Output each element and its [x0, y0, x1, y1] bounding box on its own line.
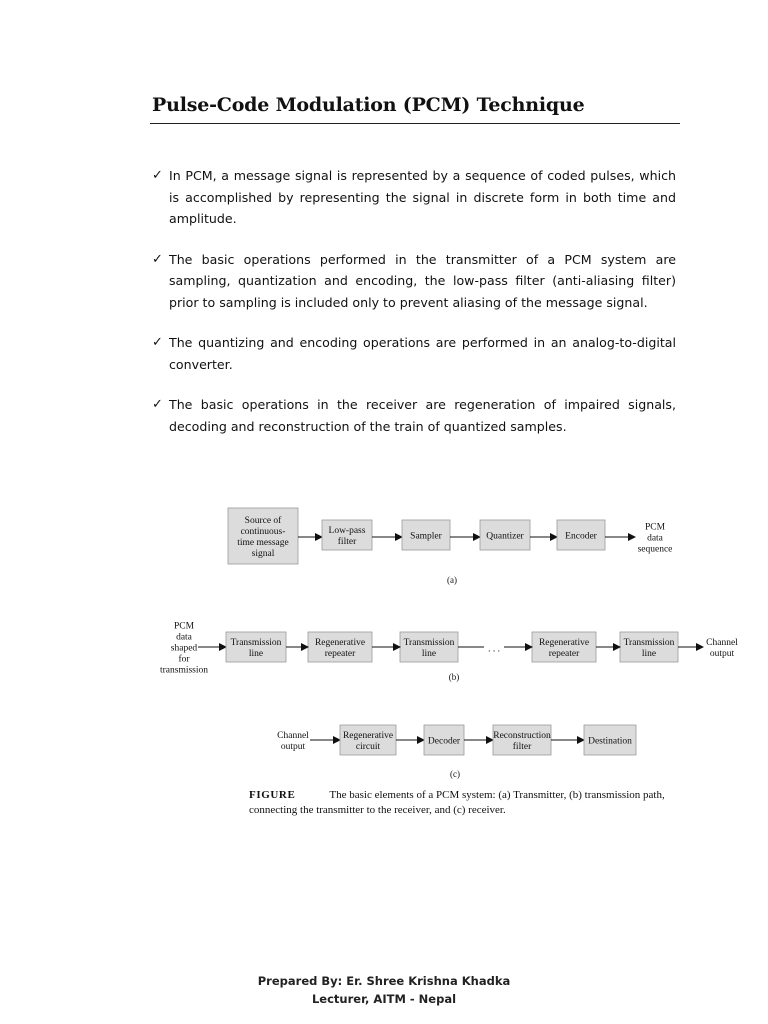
page-title: Pulse-Code Modulation (PCM) Technique: [152, 94, 585, 116]
receiver-block-label: Destination: [588, 736, 632, 747]
ellipsis-label: . . .: [488, 644, 500, 655]
transmission-path-block-label: Transmission line: [230, 637, 282, 659]
pcm-data-output-label: PCM data sequence: [637, 522, 673, 555]
transmitter-block-label: Source of continuous-time message signal: [237, 515, 289, 559]
transmitter-block-label: Low-pass filter: [328, 525, 366, 547]
pcm-block-diagram: [150, 495, 750, 835]
pcm-diagram-svg: [150, 495, 750, 785]
bullet-text: The basic operations performed in the transmitter of a PCM system are sampling, quantization and encoding, the low-pass filter (anti-aliasing filter) prior to sampling is included only to prevent aliasing of the message signal.: [169, 251, 676, 310]
transmitter-block-label: Quantizer: [486, 531, 524, 542]
title-underline: [150, 123, 680, 124]
transmitter-block-label: Encoder: [565, 531, 597, 542]
transmitter-block-label: Sampler: [410, 531, 442, 542]
figure-caption: [249, 788, 689, 818]
subfigure-label-c: (c): [450, 769, 460, 780]
footer-author: Prepared By: Er. Shree Krishna Khadka: [257, 974, 511, 988]
transmission-path-block-label: Regenerative repeater: [538, 637, 590, 659]
footer-affiliation: Lecturer, AITM - Nepal: [311, 992, 457, 1006]
receiver-block-label: Reconstruction filter: [493, 730, 551, 752]
bullet-item: [152, 332, 676, 375]
receiver-block-label: Regenerative circuit: [342, 730, 394, 752]
pcm-input-label: PCM data shaped for transmission: [159, 621, 209, 676]
channel-input-label: Channel output: [277, 730, 309, 752]
bullet-text: In PCM, a message signal is represented by a sequence of coded pulses, which is accomplished by representing the signal in discrete form in both time and amplitude.: [169, 168, 676, 226]
checkmark-icon: ✓: [152, 251, 163, 267]
transmission-path-block-label: Regenerative repeater: [314, 637, 366, 659]
subfigure-label-b: (b): [448, 672, 460, 683]
caption-label: FIGURE: [249, 789, 296, 801]
receiver-block-label: Decoder: [427, 736, 461, 747]
checkmark-icon: ✓: [152, 397, 163, 412]
bullet-item: [152, 394, 676, 437]
bullet-item: [152, 249, 676, 314]
checkmark-icon: ✓: [152, 335, 163, 350]
caption-text: The basic elements of a PCM system: (a) Transmitter, (b) transmission path, connecting the transmitter to the receiver, and (c) receiver.: [249, 789, 665, 816]
bullet-text: The basic operations in the receiver are regeneration of impaired signals, decoding and reconstruction of the train of quantized samples.: [169, 397, 676, 434]
subfigure-label-a: (a): [447, 575, 457, 586]
transmission-path-block-label: Transmission line: [403, 637, 455, 659]
channel-output-label: Channel output: [706, 637, 738, 659]
checkmark-icon: ✓: [152, 168, 163, 183]
bullet-item: [152, 165, 676, 230]
bullet-list: [152, 165, 676, 456]
bullet-text: The quantizing and encoding operations are performed in an analog-to-digital converter.: [169, 335, 676, 372]
transmission-path-block-label: Transmission line: [623, 637, 675, 659]
